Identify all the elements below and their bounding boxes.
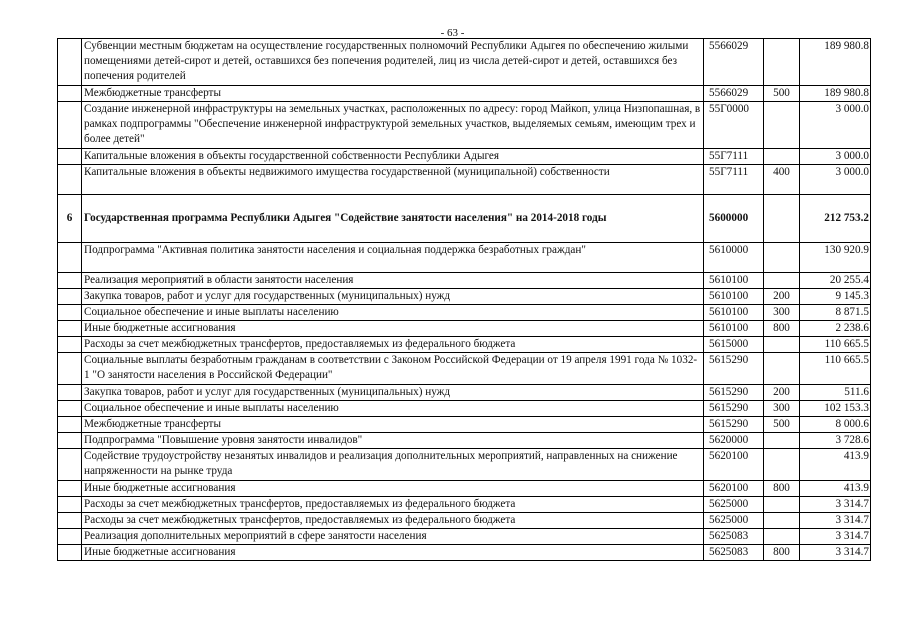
row-expense-type: 800 <box>764 321 800 337</box>
table-row <box>58 337 871 353</box>
budget-table <box>57 38 871 561</box>
row-code: 5615000 <box>704 337 764 353</box>
row-expense-type <box>764 273 800 289</box>
row-number <box>58 305 82 321</box>
table-row <box>58 417 871 433</box>
row-code: 5620000 <box>704 433 764 449</box>
row-name: Социальное обеспечение и иные выплаты населению <box>82 305 704 321</box>
table-row <box>58 86 871 102</box>
row-name: Закупка товаров, работ и услуг для государственных (муниципальных) нужд <box>82 289 704 305</box>
row-name: Подпрограмма "Повышение уровня занятости инвалидов" <box>82 433 704 449</box>
row-code: 5620100 <box>704 449 764 481</box>
row-expense-type <box>764 102 800 149</box>
row-expense-type <box>764 337 800 353</box>
row-code: 5610100 <box>704 289 764 305</box>
table-row <box>58 102 871 149</box>
row-name: Создание инженерной инфраструктуры на земельных участках, расположенных по адресу: город Майкоп, улица Низпопашная, в рамках подпрограммы "Обеспечение инженерной инфраструктурой земельных участков, выделяемых семьям, имеющим трех и более детей" <box>82 102 704 149</box>
row-expense-type: 800 <box>764 545 800 561</box>
row-code: 5566029 <box>704 86 764 102</box>
row-amount: 511.6 <box>800 385 871 401</box>
row-name: Расходы за счет межбюджетных трансфертов, предоставляемых из федерального бюджета <box>82 337 704 353</box>
row-expense-type: 500 <box>764 86 800 102</box>
table-row <box>58 149 871 165</box>
row-amount: 2 238.6 <box>800 321 871 337</box>
row-name: Государственная программа Республики Адыгея "Содействие занятости населения" на 2014-2018 годы <box>82 195 704 243</box>
row-amount: 102 153.3 <box>800 401 871 417</box>
row-amount: 130 920.9 <box>800 243 871 273</box>
row-name: Межбюджетные трансферты <box>82 86 704 102</box>
row-name: Реализация дополнительных мероприятий в сфере занятости населения <box>82 529 704 545</box>
row-amount: 110 665.5 <box>800 353 871 385</box>
table-row <box>58 545 871 561</box>
row-number <box>58 273 82 289</box>
row-expense-type <box>764 449 800 481</box>
row-expense-type <box>764 497 800 513</box>
row-name: Социальное обеспечение и иные выплаты населению <box>82 401 704 417</box>
table-row <box>58 39 871 86</box>
row-expense-type: 200 <box>764 289 800 305</box>
row-code: 5610100 <box>704 321 764 337</box>
row-code: 5610000 <box>704 243 764 273</box>
row-number <box>58 545 82 561</box>
row-amount: 212 753.2 <box>800 195 871 243</box>
table-row <box>58 401 871 417</box>
row-number <box>58 243 82 273</box>
row-amount: 110 665.5 <box>800 337 871 353</box>
row-number <box>58 165 82 195</box>
row-number <box>58 385 82 401</box>
row-number <box>58 149 82 165</box>
row-number <box>58 337 82 353</box>
row-number <box>58 289 82 305</box>
table-row <box>58 321 871 337</box>
row-name: Закупка товаров, работ и услуг для государственных (муниципальных) нужд <box>82 385 704 401</box>
table-row <box>58 353 871 385</box>
table-row <box>58 449 871 481</box>
row-expense-type <box>764 39 800 86</box>
row-code: 5610100 <box>704 273 764 289</box>
row-name: Капитальные вложения в объекты недвижимого имущества государственной (муниципальной) собственности <box>82 165 704 195</box>
row-amount: 3 314.7 <box>800 513 871 529</box>
row-amount: 3 000.0 <box>800 102 871 149</box>
row-name: Иные бюджетные ассигнования <box>82 321 704 337</box>
row-code: 5625083 <box>704 545 764 561</box>
budget-table-body <box>58 39 871 561</box>
row-number <box>58 417 82 433</box>
row-code: 5615290 <box>704 417 764 433</box>
row-amount: 3 314.7 <box>800 545 871 561</box>
row-code: 55Г0000 <box>704 102 764 149</box>
row-expense-type <box>764 529 800 545</box>
row-number <box>58 529 82 545</box>
row-amount: 3 000.0 <box>800 149 871 165</box>
row-expense-type <box>764 353 800 385</box>
row-name: Социальные выплаты безработным гражданам в соответствии с Законом Российской Федерации от 19 апреля 1991 года № 1032-1 "О занятости населения в Российской Федерации" <box>82 353 704 385</box>
row-expense-type <box>764 433 800 449</box>
row-expense-type: 300 <box>764 305 800 321</box>
row-amount: 189 980.8 <box>800 86 871 102</box>
row-amount: 8 871.5 <box>800 305 871 321</box>
page-number: - 63 - <box>440 27 465 39</box>
row-amount: 20 255.4 <box>800 273 871 289</box>
table-row <box>58 385 871 401</box>
table-row <box>58 289 871 305</box>
table-row <box>58 529 871 545</box>
row-code: 5615290 <box>704 401 764 417</box>
row-number <box>58 353 82 385</box>
row-code: 5625083 <box>704 529 764 545</box>
row-expense-type: 400 <box>764 165 800 195</box>
row-expense-type <box>764 195 800 243</box>
row-expense-type <box>764 149 800 165</box>
row-name: Капитальные вложения в объекты государственной собственности Республики Адыгея <box>82 149 704 165</box>
row-amount: 413.9 <box>800 481 871 497</box>
row-code: 5566029 <box>704 39 764 86</box>
row-expense-type <box>764 243 800 273</box>
row-expense-type: 300 <box>764 401 800 417</box>
row-expense-type <box>764 513 800 529</box>
row-number <box>58 102 82 149</box>
table-row <box>58 481 871 497</box>
row-code: 5620100 <box>704 481 764 497</box>
row-name: Субвенции местным бюджетам на осуществление государственных полномочий Республики Адыгея по обеспечению жилыми помещениями детей-сирот и детей, оставшихся без попечения родителей, лиц из числа детей-сирот и детей, оставшихся без попечения родителей <box>82 39 704 86</box>
row-amount: 413.9 <box>800 449 871 481</box>
table-row <box>58 305 871 321</box>
row-number <box>58 433 82 449</box>
row-name: Расходы за счет межбюджетных трансфертов, предоставляемых из федерального бюджета <box>82 497 704 513</box>
row-number <box>58 86 82 102</box>
table-row <box>58 243 871 273</box>
table-row <box>58 165 871 195</box>
row-code: 5625000 <box>704 513 764 529</box>
row-name: Расходы за счет межбюджетных трансфертов, предоставляемых из федерального бюджета <box>82 513 704 529</box>
row-code: 5625000 <box>704 497 764 513</box>
table-row <box>58 497 871 513</box>
row-number <box>58 449 82 481</box>
row-amount: 189 980.8 <box>800 39 871 86</box>
row-expense-type: 200 <box>764 385 800 401</box>
row-number <box>58 39 82 86</box>
row-name: Межбюджетные трансферты <box>82 417 704 433</box>
row-amount: 3 314.7 <box>800 529 871 545</box>
row-amount: 8 000.6 <box>800 417 871 433</box>
table-row <box>58 513 871 529</box>
row-number <box>58 497 82 513</box>
row-code: 5615290 <box>704 353 764 385</box>
row-expense-type: 500 <box>764 417 800 433</box>
row-name: Иные бюджетные ассигнования <box>82 545 704 561</box>
row-code: 5600000 <box>704 195 764 243</box>
row-name: Реализация мероприятий в области занятости населения <box>82 273 704 289</box>
row-name: Содействие трудоустройству незанятых инвалидов и реализация дополнительных мероприятий, направленных на снижение напряженности на рынке труда <box>82 449 704 481</box>
row-name: Подпрограмма "Активная политика занятости населения и социальная поддержка безработных граждан" <box>82 243 704 273</box>
row-code: 5615290 <box>704 385 764 401</box>
row-number <box>58 401 82 417</box>
table-row <box>58 433 871 449</box>
row-amount: 3 728.6 <box>800 433 871 449</box>
row-amount: 3 314.7 <box>800 497 871 513</box>
row-code: 55Г7111 <box>704 165 764 195</box>
table-row <box>58 273 871 289</box>
row-number <box>58 513 82 529</box>
row-code: 55Г7111 <box>704 149 764 165</box>
row-name: Иные бюджетные ассигнования <box>82 481 704 497</box>
table-row <box>58 195 871 243</box>
row-expense-type: 800 <box>764 481 800 497</box>
row-code: 5610100 <box>704 305 764 321</box>
row-amount: 9 145.3 <box>800 289 871 305</box>
row-number <box>58 481 82 497</box>
row-amount: 3 000.0 <box>800 165 871 195</box>
row-number <box>58 321 82 337</box>
row-number: 6 <box>58 195 82 243</box>
